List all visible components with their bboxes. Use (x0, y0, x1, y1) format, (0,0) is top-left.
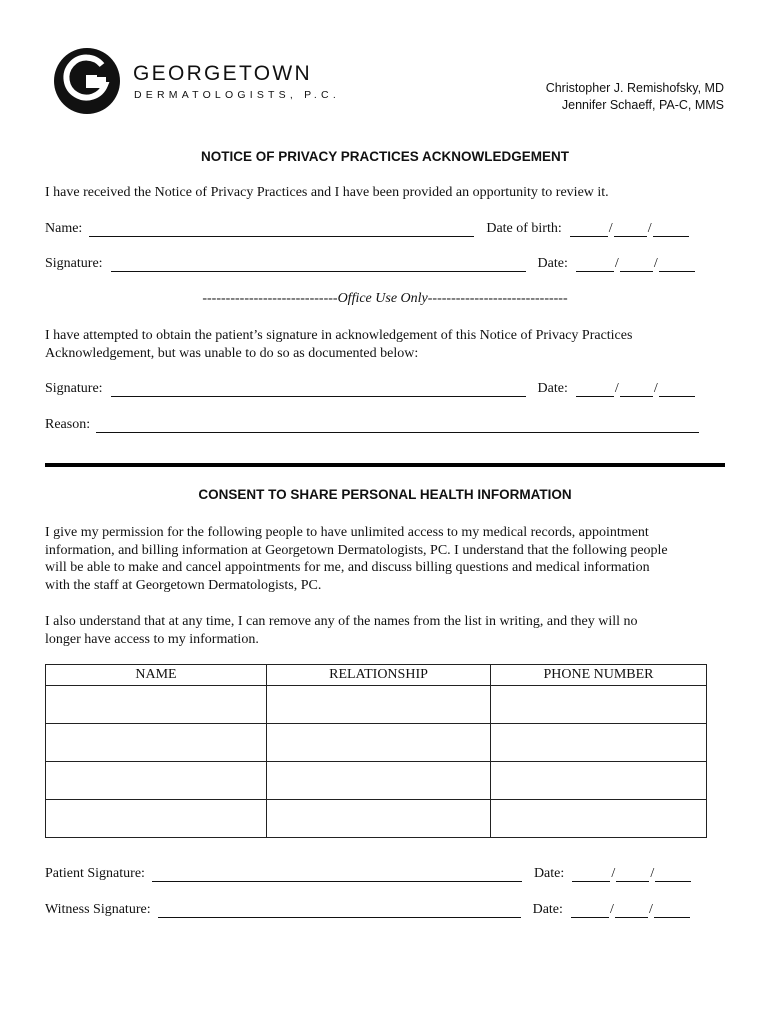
reason-field[interactable] (96, 419, 699, 433)
provider-list (546, 80, 724, 114)
phone-cell[interactable] (491, 762, 707, 800)
table-row (46, 686, 707, 724)
table-row (46, 762, 707, 800)
column-header-phone: PHONE NUMBER (491, 665, 707, 686)
section-divider (45, 463, 725, 467)
paragraph-line: information, and billing information at Georgetown Dermatologists, PC. I understand that the following people (45, 542, 668, 558)
patient-signature-field[interactable] (152, 868, 522, 882)
phone-cell[interactable] (491, 800, 707, 838)
logo-name: GEORGETOWN (133, 62, 312, 85)
signature-row (45, 256, 715, 272)
office-signature-row (45, 381, 715, 397)
phone-cell[interactable] (491, 724, 707, 762)
office-date-label: Date: (537, 381, 568, 396)
name-cell[interactable] (46, 800, 267, 838)
georgetown-logo-icon (53, 45, 121, 117)
signature-label: Signature: (45, 256, 103, 271)
office-use-label: Office Use Only (337, 291, 428, 306)
logo-subtitle: DERMATOLOGISTS, P.C. (134, 89, 340, 101)
dashes-right: ------------------------------ (427, 291, 568, 306)
date-field[interactable]: / / (576, 256, 695, 272)
table-row (46, 724, 707, 762)
contacts-table (45, 664, 707, 838)
witness-signature-label: Witness Signature: (45, 902, 151, 917)
office-date-field[interactable]: / / (576, 381, 695, 397)
witness-signature-field[interactable] (158, 904, 521, 918)
patient-date-field[interactable]: / / (572, 866, 691, 882)
phone-cell[interactable] (491, 686, 707, 724)
privacy-statement: I have received the Notice of Privacy Practices and I have been provided an opportunity to review it. (45, 185, 609, 200)
office-signature-field[interactable] (111, 383, 526, 397)
reason-row (45, 417, 715, 433)
name-row (45, 221, 705, 237)
column-header-relationship: RELATIONSHIP (267, 665, 491, 686)
paragraph-line: I also understand that at any time, I can remove any of the names from the list in writing, and they will no (45, 614, 638, 629)
witness-date-field[interactable]: / / (571, 902, 690, 918)
patient-date-label: Date: (533, 866, 565, 881)
signature-field[interactable] (111, 258, 526, 272)
consent-title: CONSENT TO SHARE PERSONAL HEALTH INFORMATION (198, 487, 572, 502)
relationship-cell[interactable] (267, 762, 491, 800)
dob-label: Date of birth: (486, 221, 562, 236)
witness-date-label: Date: (532, 902, 563, 917)
paragraph-line: with the staff at Georgetown Dermatologists, PC. (45, 577, 322, 593)
name-cell[interactable] (46, 762, 267, 800)
statement-line: Acknowledgement, but was unable to do so as documented below: (45, 345, 419, 361)
patient-signature-row (45, 866, 715, 882)
name-cell[interactable] (46, 724, 267, 762)
patient-signature-label: Patient Signature: (45, 866, 145, 881)
office-signature-label: Signature: (45, 381, 103, 396)
date-label: Date: (537, 256, 568, 271)
relationship-cell[interactable] (267, 724, 491, 762)
table-header-row (46, 665, 707, 686)
reason-label: Reason: (45, 417, 91, 432)
name-label: Name: (45, 221, 83, 236)
name-cell[interactable] (46, 686, 267, 724)
office-use-statement (45, 327, 735, 362)
consent-paragraph-2 (45, 613, 735, 648)
office-use-divider (0, 291, 770, 307)
table-row (46, 800, 707, 838)
paragraph-line: I give my permission for the following people to have unlimited access to my medical records, appointment (45, 525, 649, 540)
paragraph-line: will be able to make and cancel appointments for me, and discuss billing questions and medical information (45, 560, 650, 575)
privacy-title: NOTICE OF PRIVACY PRACTICES ACKNOWLEDGEMENT (200, 149, 569, 164)
statement-line: I have attempted to obtain the patient’s signature in acknowledgement of this Notice of Privacy Practices (45, 328, 633, 343)
paragraph-line: longer have access to my information. (45, 631, 259, 647)
dob-field[interactable]: / / (570, 221, 689, 237)
dashes-left: ----------------------------- (202, 291, 338, 306)
consent-paragraph-1 (45, 524, 735, 594)
witness-signature-row (45, 902, 715, 918)
column-header-name: NAME (46, 665, 267, 686)
relationship-cell[interactable] (267, 800, 491, 838)
provider-name: Jennifer Schaeff, PA-C, MMS (561, 98, 724, 112)
provider-name: Christopher J. Remishofsky, MD (545, 81, 724, 95)
name-field[interactable] (89, 223, 474, 237)
relationship-cell[interactable] (267, 686, 491, 724)
